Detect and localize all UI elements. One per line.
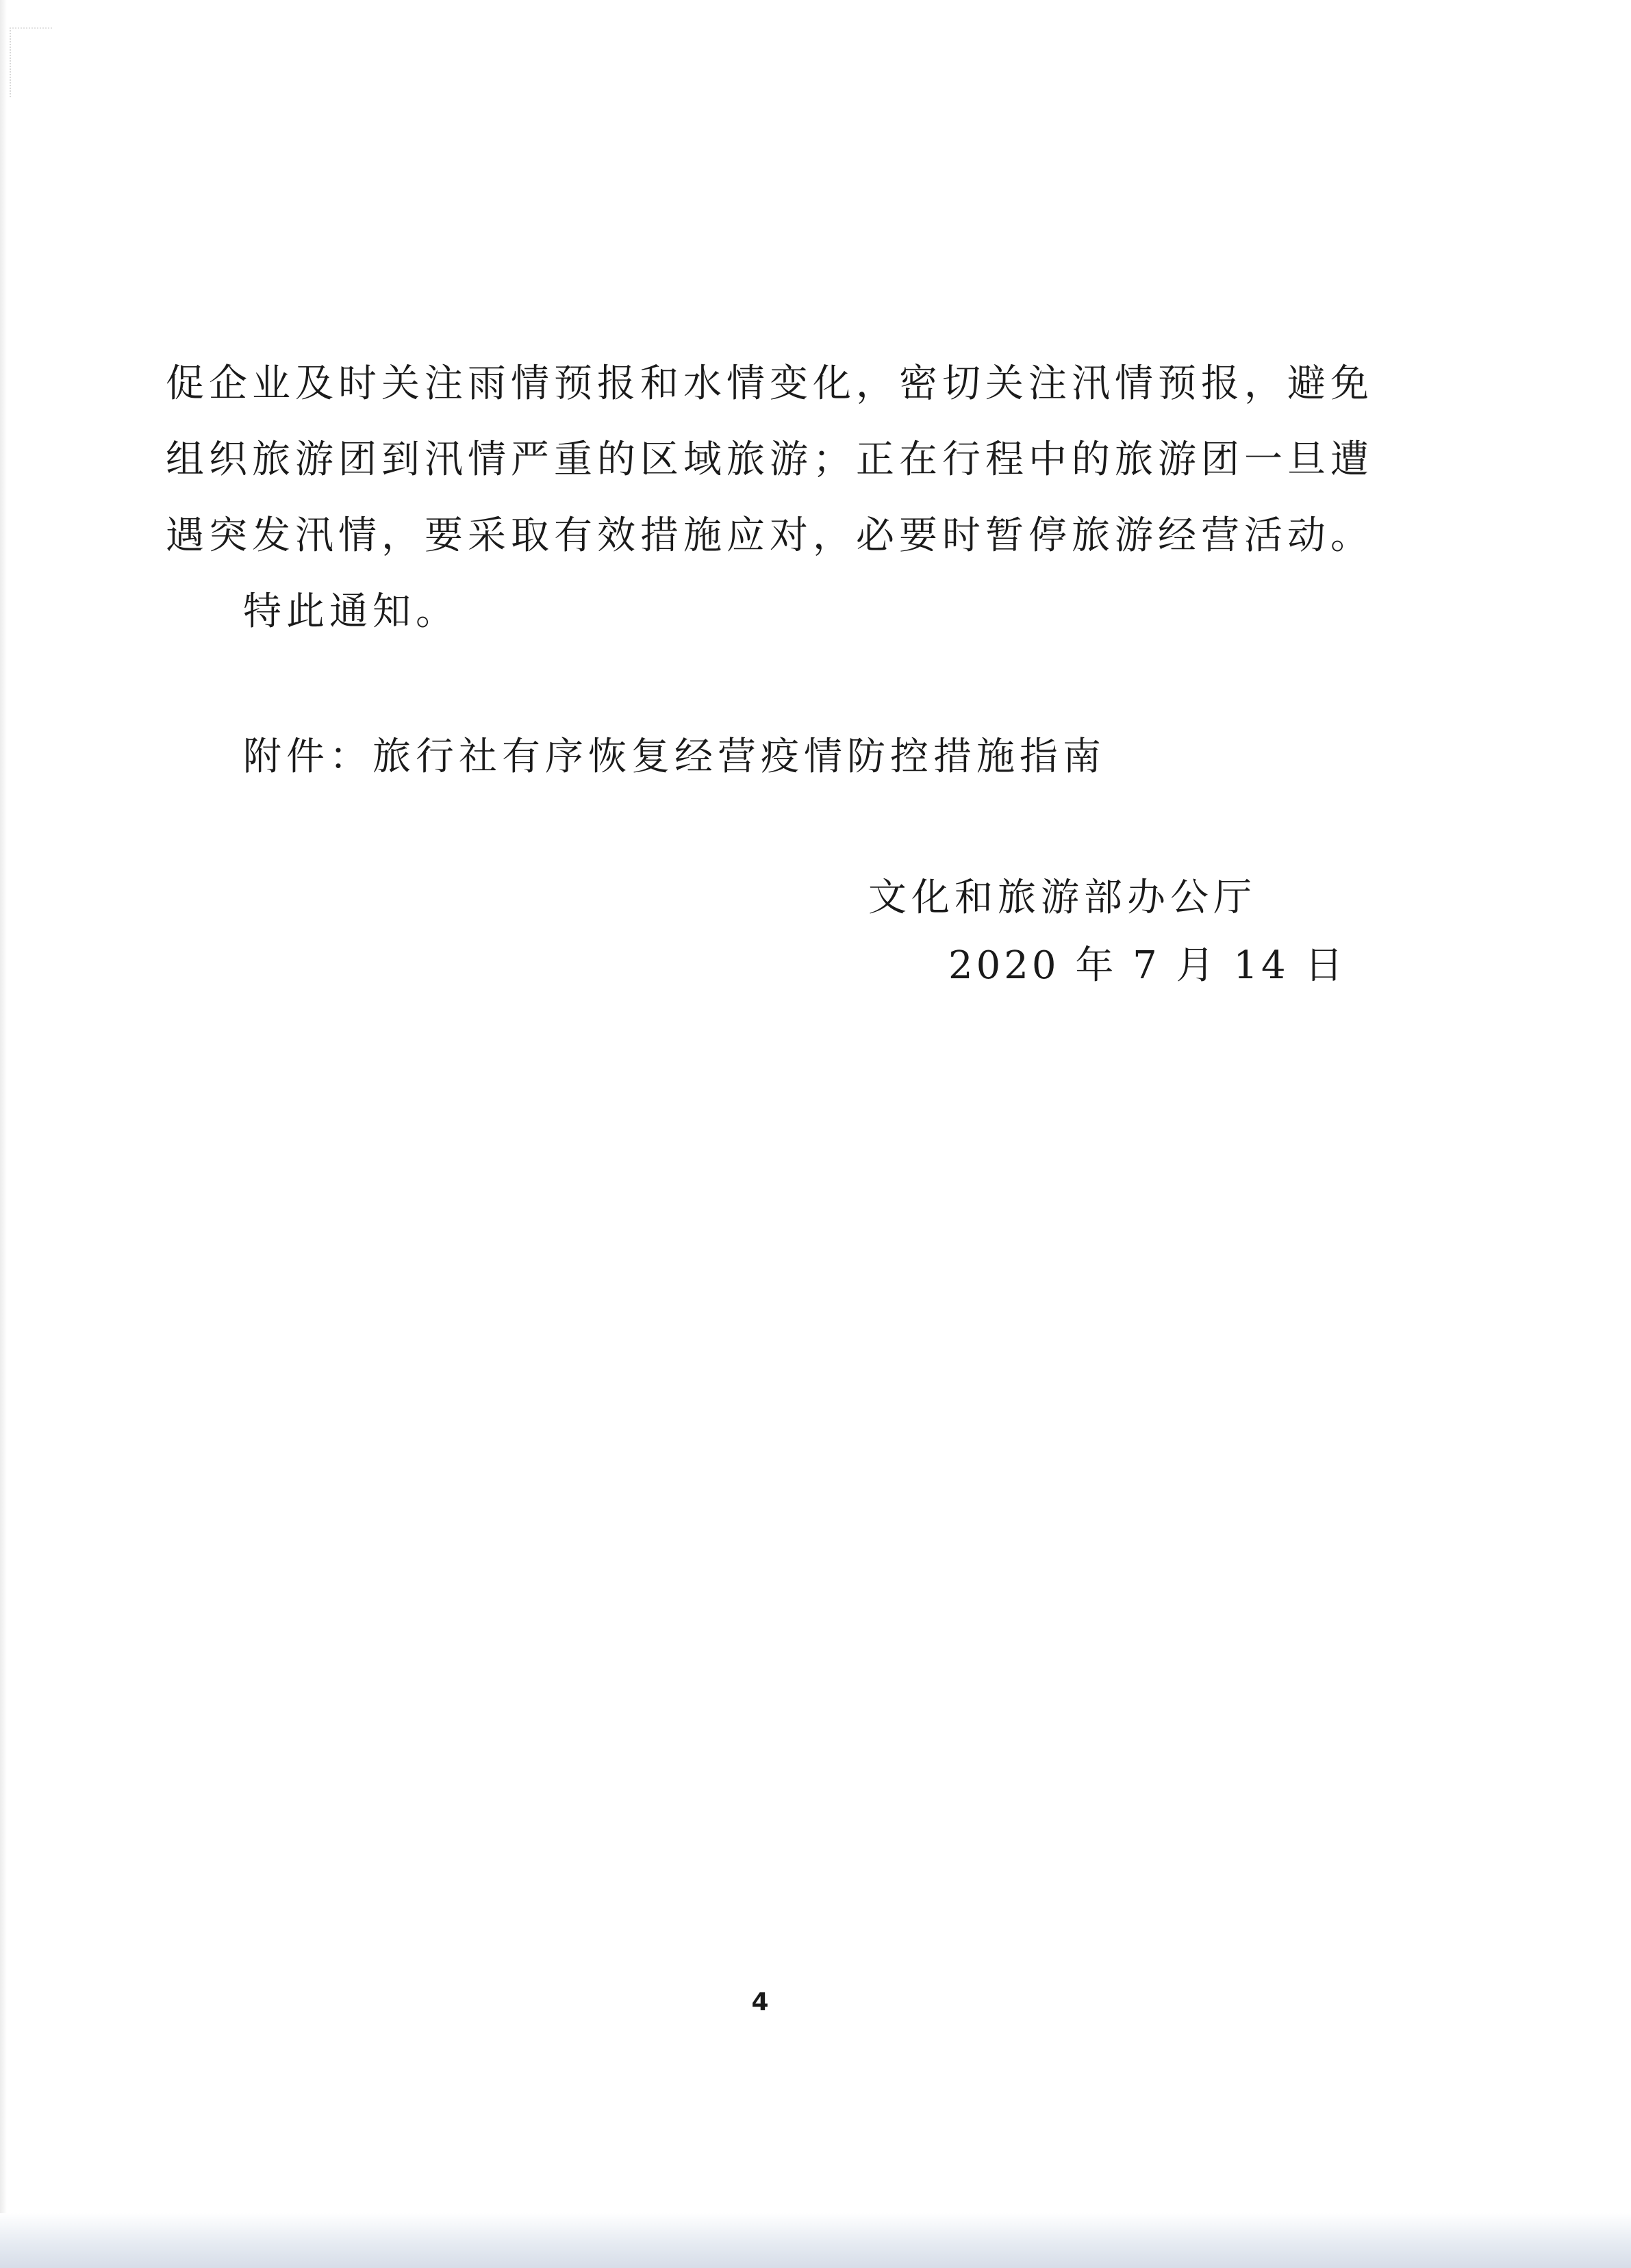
page-number: 4: [751, 1988, 769, 2016]
scan-artifact: [10, 27, 52, 97]
paragraph-line: 遇突发汛情，要采取有效措施应对，必要时暂停旅游经营活动。: [166, 513, 1374, 558]
signature-organization: 文化和旅游部办公厅: [868, 876, 1256, 920]
scan-edge-bottom: [0, 2213, 1631, 2268]
paragraph-line: 组织旅游团到汛情严重的区域旅游；正在行程中的旅游团一旦遭: [166, 437, 1374, 482]
closing-statement: 特此通知。: [243, 589, 459, 634]
attachment-line: 附件：旅行社有序恢复经营疫情防控措施指南: [243, 735, 1106, 779]
signature-date: 2020 年 7 月 14 日: [948, 943, 1347, 988]
paragraph-line: 促企业及时关注雨情预报和水情变化，密切关注汛情预报，避免: [166, 361, 1374, 406]
scan-edge-left: [0, 0, 7, 2268]
